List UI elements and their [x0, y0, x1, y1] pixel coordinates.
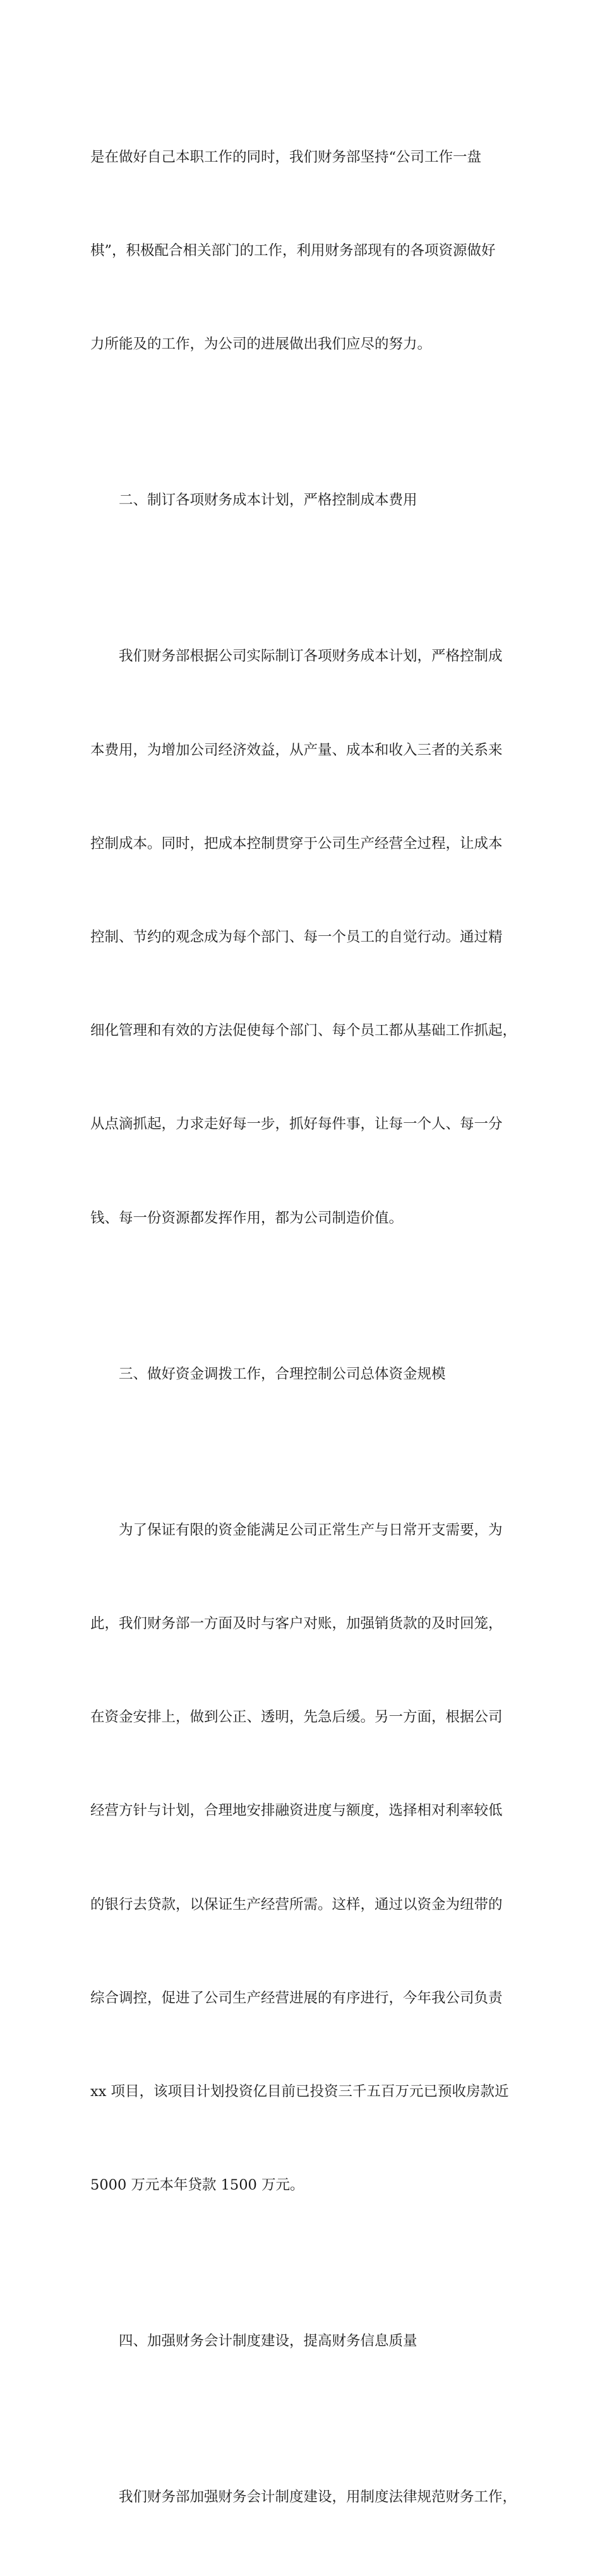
- text-line: 我们财务部根据公司实际制订各项财务成本计划，严格控制成: [119, 648, 503, 665]
- text-line: 力所能及的工作，为公司的进展做出我们应尽的努力。: [90, 336, 432, 353]
- section-heading-3: [90, 1297, 522, 1453]
- text-line: 钱、每一份资源都发挥作用，都为公司制造价值。: [90, 1209, 404, 1226]
- paragraph-fund-allocation: [90, 1453, 522, 2264]
- text-line: xx 项目，该项目计划投资亿目前已投资三千五百万元已预收房款近: [90, 2083, 509, 2100]
- text-line: 是在做好自己本职工作的同时，我们财务部坚持“公司工作一盘: [90, 148, 482, 165]
- heading-text: 二、制订各项财务成本计划，严格控制成本费用: [119, 492, 417, 509]
- text-line: 棋”，积极配合相关部门的工作，利用财务部现有的各项资源做好: [90, 243, 496, 260]
- text-line: 细化管理和有效的方法促使每个部门、每个员工都从基础工作抓起，: [90, 1022, 517, 1039]
- text-line: 的银行去贷款，以保证生产经营所需。这样，通过以资金为纽带的: [90, 1896, 503, 1913]
- text-line: 在资金安排上，做到公正、透明，先急后缓。另一方面，根据公司: [90, 1709, 503, 1726]
- paragraph-cost-control: [90, 579, 522, 1297]
- text-line: 此，我们财务部一方面及时与客户对账，加强销货款的及时回笼，: [90, 1615, 503, 1632]
- text-line: 综合调控，促进了公司生产经营进展的有序进行，今年我公司负责: [90, 1989, 503, 2006]
- paragraph-intro-continuation: [90, 80, 522, 422]
- section-heading-4: [90, 2263, 522, 2419]
- paragraph-accounting-system: [90, 2419, 522, 2575]
- text-line: 经营方针与计划，合理地安排融资进度与额度，选择相对利率较低: [90, 1802, 503, 1819]
- text-line: 为了保证有限的资金能满足公司正常生产与日常开支需要，为: [119, 1521, 503, 1538]
- heading-text: 四、加强财务会计制度建设，提高财务信息质量: [119, 2333, 417, 2350]
- text-line: 从点滴抓起，力求走好每一步，抓好每件事，让每一个人、每一分: [90, 1116, 503, 1133]
- document-body: [90, 80, 522, 2576]
- section-heading-2: [90, 422, 522, 578]
- text-line: 控制成本。同时，把成本控制贯穿于公司生产经营全过程，让成本: [90, 835, 503, 852]
- text-line: 5000 万元本年贷款 1500 万元。: [90, 2177, 304, 2194]
- text-line: 我们财务部加强财务会计制度建设，用制度法律规范财务工作，: [119, 2489, 517, 2506]
- text-line: 控制、节约的观念成为每个部门、每一个员工的自觉行动。通过精: [90, 928, 503, 945]
- heading-text: 三、做好资金调拨工作，合理控制公司总体资金规模: [119, 1365, 446, 1382]
- text-line: 本费用，为增加公司经济效益，从产量、成本和收入三者的关系来: [90, 741, 503, 758]
